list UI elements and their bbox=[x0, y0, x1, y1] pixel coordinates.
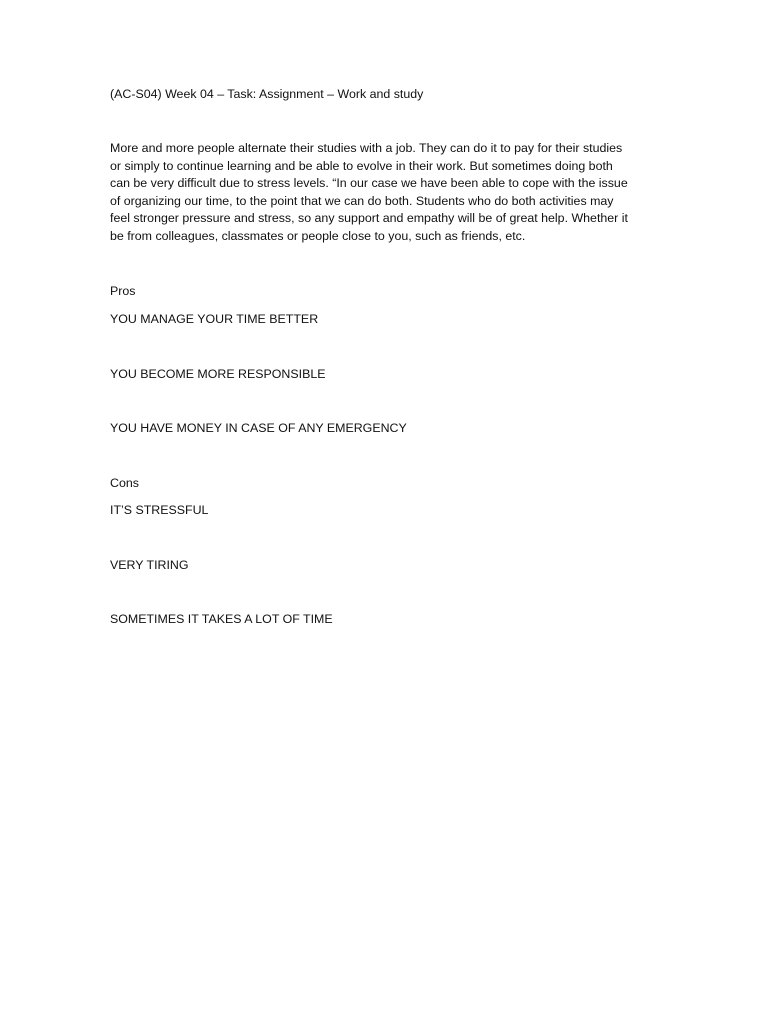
pro-item: YOU MANAGE YOUR TIME BETTER bbox=[110, 312, 319, 326]
paragraph-line: be from colleagues, classmates or people close to you, such as friends, etc. bbox=[110, 228, 526, 243]
con-item: VERY TIRING bbox=[110, 558, 189, 572]
paragraph-line: More and more people alternate their studies with a job. They can do it to pay for their studies bbox=[110, 141, 623, 155]
pros-heading: Pros bbox=[110, 284, 136, 298]
con-item: IT’S STRESSFUL bbox=[110, 503, 209, 517]
paragraph-line: or simply to continue learning and be able to evolve in their work. But sometimes doing both bbox=[110, 158, 613, 173]
paragraph-line: feel stronger pressure and stress, so any support and empathy will be of great help. Whether it bbox=[110, 211, 628, 226]
document-title: (AC-S04) Week 04 – Task: Assignment – Work and study bbox=[110, 87, 424, 101]
con-item: SOMETIMES IT TAKES A LOT OF TIME bbox=[110, 612, 333, 626]
cons-heading: Cons bbox=[110, 476, 139, 490]
body-paragraph bbox=[110, 140, 666, 246]
paragraph-line: can be very difficult due to stress levels. “In our case we have been able to cope with the issue bbox=[110, 176, 628, 191]
paragraph-line: of organizing our time, to the point that we can do both. Students who do both activities may bbox=[110, 193, 614, 208]
pro-item: YOU HAVE MONEY IN CASE OF ANY EMERGENCY bbox=[110, 421, 407, 435]
pro-item: YOU BECOME MORE RESPONSIBLE bbox=[110, 367, 326, 381]
